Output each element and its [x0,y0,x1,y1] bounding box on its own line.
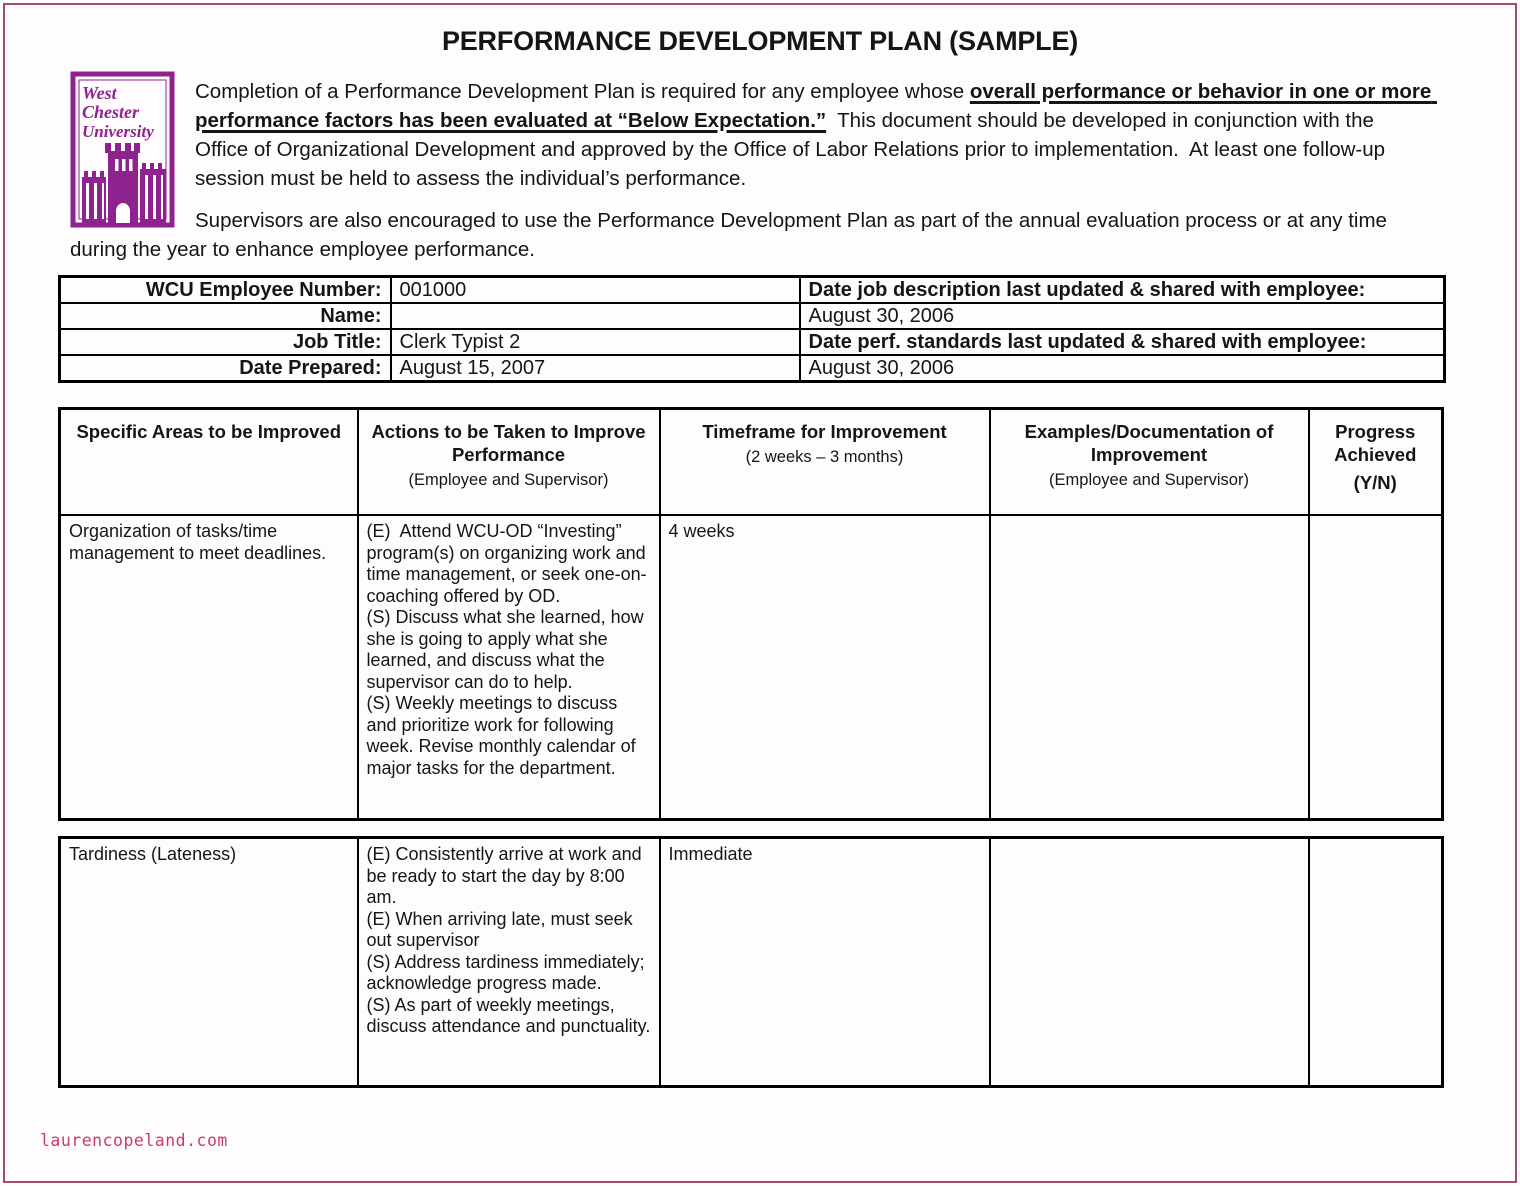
svg-text:Chester: Chester [82,102,140,122]
intro-seg-3: This document should be developed in conjunction with the Office of Organizational Development and approved by the Office of Labor Relations prior to implementation. At least one follow-up session must be held to assess the individual’s performance. [195,109,1391,190]
svg-text:University: University [82,122,154,141]
table-row [60,277,1445,304]
actions-cell [358,838,660,1087]
progress-cell [1309,838,1443,1087]
header-progress: Progress Achieved (Y/N) [1309,409,1443,516]
svg-text:West: West [82,83,117,103]
intro-seg-emphasis: overall performance or behavior in one or more performance factors has been evaluated at “Below Expectation.” [195,80,1437,132]
progress-cell [1309,515,1443,820]
west-chester-university-logo [70,71,176,229]
table-row [60,355,1445,382]
page-title: PERFORMANCE DEVELOPMENT PLAN (SAMPLE) [441,26,1079,56]
header-timeframe: Timeframe for Improvement (2 weeks – 3 months) [660,409,990,516]
area-cell: Organization of tasks/time management to meet deadlines. [60,515,358,820]
plan-row-tardiness [60,838,1443,1087]
action-item: (E) Attend WCU-OD “Investing” program(s) on organizing work and time management, or seek one-on-coaching offered by OD. [366,521,651,606]
header-actions: Actions to be Taken to Improve Performance (Employee and Supervisor) [358,409,660,516]
examples-cell [990,838,1309,1087]
development-plan-table-continued [58,836,1444,1088]
intro-section [70,77,1437,264]
examples-cell [990,515,1309,820]
job-title-value: Clerk Typist 2 [391,329,800,355]
watermark-link[interactable]: laurencopeland.com [40,1131,228,1150]
intro-paragraph-1 [70,77,1437,193]
action-item: (S) Discuss what she learned, how she is going to apply what she learned, and discuss what the supervisor can do to help. [366,607,649,692]
action-item: (S) Address tardiness immediately; acknowledge progress made. [366,951,650,993]
university-crest-icon [70,71,176,229]
plan-header-row [60,409,1443,516]
intro-seg-1: Completion of a Performance Development Plan is required for any employee whose [195,80,970,103]
date-prepared-value: August 15, 2007 [391,355,800,382]
area-cell: Tardiness (Lateness) [60,838,358,1087]
employee-number-value: 001000 [391,277,800,304]
name-value [391,303,800,329]
date-job-desc-label: Date job description last updated & shared with employee: [800,277,1445,304]
intro-paragraph-2: Supervisors are also encouraged to use the Performance Development Plan as part of the annual evaluation process or at any time during the year to enhance employee performance. [70,209,1393,261]
date-prepared-label: Date Prepared: [60,355,391,382]
action-item: (E) When arriving late, must seek out supervisor [366,908,638,950]
job-title-label: Job Title: [60,329,391,355]
date-perf-standards-value: August 30, 2006 [800,355,1445,382]
timeframe-cell: Immediate [660,838,990,1087]
header-examples: Examples/Documentation of Improvement (Employee and Supervisor) [990,409,1309,516]
employee-number-label: WCU Employee Number: [60,277,391,304]
name-label: Name: [60,303,391,329]
action-item: (S) Weekly meetings to discuss and prioritize work for following week. Revise monthly calendar of major tasks for the department. [366,693,641,778]
development-plan-table [58,407,1444,821]
timeframe-cell: 4 weeks [660,515,990,820]
table-row [60,303,1445,329]
action-item: (E) Consistently arrive at work and be ready to start the day by 8:00 am. [366,844,647,907]
date-job-desc-value: August 30, 2006 [800,303,1445,329]
actions-cell [358,515,660,820]
date-perf-standards-label: Date perf. standards last updated & shared with employee: [800,329,1445,355]
employee-info-table [58,275,1446,383]
header-specific-areas: Specific Areas to be Improved [60,409,358,516]
table-row [60,329,1445,355]
plan-row-organization [60,515,1443,820]
action-item: (S) As part of weekly meetings, discuss attendance and punctuality. [366,994,651,1036]
